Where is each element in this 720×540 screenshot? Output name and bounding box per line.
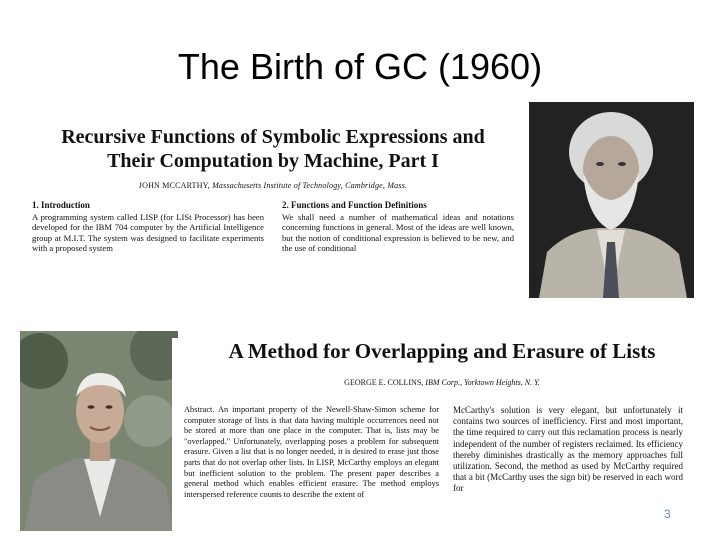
paper2-body-text: McCarthy's solution is very elegant, but unfortunately it contains two sources of inefficiency. First and most important, the time required to carry out this reclamation process is nearly independent of the number of registers reclaimed. Its efficiency thereby diminishes drastically as the memory approaches full utilization. Second, the method as used by McCarthy required that a bit (McCarthy uses the sign bit) be reserved in each word for [453, 405, 683, 494]
mccarthy-photo [529, 102, 694, 298]
paper1-affiliation: Massachusetts Institute of Technology, Cambridge, Mass. [212, 181, 408, 190]
paper1-section1-heading: 1. Introduction [32, 200, 90, 210]
paper2-columns [172, 405, 692, 500]
paper2-title: A Method for Overlapping and Erasure of Lists [228, 339, 656, 363]
collins-photo [20, 331, 178, 531]
paper1-columns [28, 200, 518, 253]
mccarthy-portrait-image [529, 102, 694, 298]
paper1-author: JOHN MCCARTHY, [138, 181, 210, 190]
paper2-abstract: Abstract. An important property of the Newell-Shaw-Simon scheme for computer storage of lists is that data having multiple occurrences need not be stored at more than one place in the computer. That is, lists may be "overlapped." Unfortunately, overlapping poses a problem for subsequent erasure. Given a list that is no longer needed, it is desired to erase just those parts that do not overlap other lists. In LISP, McCarthy employs an elegant but inefficient solution to the problem. The present paper describes a general method which enables efficient erasure. The method employs interspersed reference counts to describe the extent of [184, 405, 439, 499]
paper1-column-right [282, 200, 514, 253]
paper1-section2-text: We shall need a number of mathematical ideas and notations concerning functions in general. Most of the ideas are well known, but the notion of conditional expression is believed to be new, and the use of conditional [282, 212, 514, 253]
slide-number: 3 [664, 507, 671, 521]
paper2-author: GEORGE E. COLLINS, [344, 378, 424, 387]
mccarthy-paper-excerpt [28, 125, 518, 297]
paper1-section1-text: A programming system called LISP (for LISt Processor) has been developed for the IBM 704 computer by the Artificial Intelligence group at M.I.T. The system was designed to facilitate experiments with a proposed system [32, 212, 264, 253]
collins-portrait-image [20, 331, 178, 531]
collins-paper-excerpt [172, 338, 692, 534]
paper1-column-left [32, 200, 264, 253]
paper1-title-line2: Their Computation by Machine, Part I [107, 150, 439, 172]
slide-title: The Birth of GC (1960) [177, 46, 543, 87]
paper1-title-line1: Recursive Functions of Symbolic Expressions and [61, 126, 485, 148]
paper1-title [28, 125, 518, 173]
paper2-affiliation: IBM Corp., Yorktown Heights, N. Y. [425, 378, 540, 387]
paper1-byline [28, 181, 518, 190]
paper1-section2-heading: 2. Functions and Function Definitions [282, 200, 427, 210]
paper2-byline [192, 378, 692, 387]
